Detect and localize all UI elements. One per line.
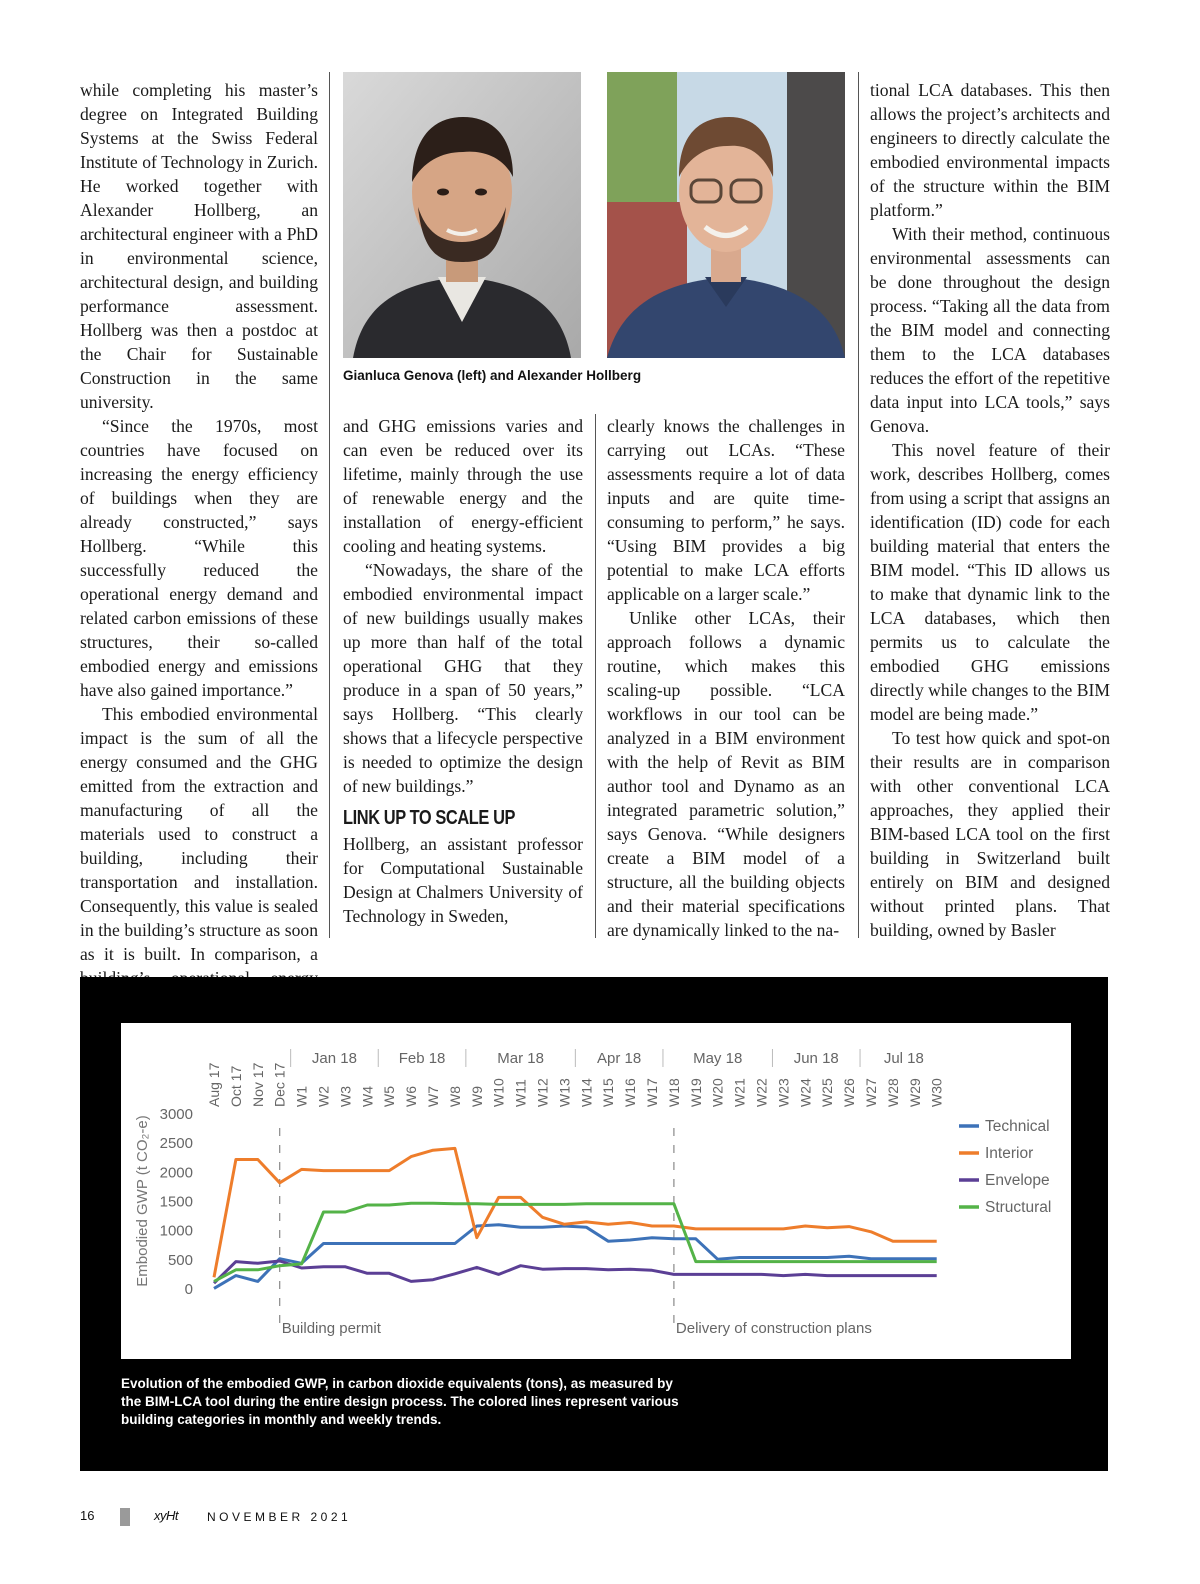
legend-label-interior: Interior	[985, 1145, 1034, 1162]
photo-caption: Gianluca Genova (left) and Alexander Hollberg	[343, 368, 642, 383]
y-axis-label: Embodied GWP (t CO₂-e)	[134, 1115, 151, 1287]
paragraph: “Since the 1970s, most countries have focused on increasing the energy efficiency of buildings when they are already constructed,” says Hollberg. “While this successfully reduced the operational energy demand and related carbon emissions of these structures, their so-called embodied energy and emissions have also gained importance.”	[80, 416, 318, 700]
y-tick-label: 1000	[159, 1222, 193, 1240]
paragraph: “Nowadays, the share of the embodied environmental impact of new buildings usually makes up more than half of the total operational GHG that they produce in a span of 50 years,” says Hollberg. “This clearly shows that a lifecycle perspective is needed to optimize the design of new buildings.”	[343, 560, 583, 796]
y-tick-label: 1500	[159, 1193, 193, 1211]
figure-caption: Evolution of the embodied GWP, in carbon dioxide equivalents (tons), as measured by the BIM-LCA tool during the entire design process. The colored lines represent various building categories in monthly and weekly trends.	[121, 1376, 679, 1427]
month-label: Jun 18	[793, 1050, 839, 1067]
photo-gianluca-genova	[343, 72, 581, 358]
x-tick-label: W8	[446, 1086, 463, 1107]
month-label: Feb 18	[398, 1050, 446, 1067]
x-tick-label: W25	[819, 1078, 836, 1107]
footer-marker	[120, 1508, 130, 1526]
x-tick-label: W13	[556, 1078, 573, 1107]
x-tick-label: W6	[403, 1086, 420, 1107]
x-tick-label: W29	[906, 1078, 923, 1107]
paragraph: Unlike other LCAs, their approach follows a dynamic routine, which makes this scaling-up possible. “LCA workflows in our tool can be analyzed in a BIM environment with the help of Revit as BIM author tool and Dynamo as an integrated parametric solution,” says Genova. “While designers create a BIM model of a structure, all the building objects and their material specifications are dynamically linked to the na-	[607, 608, 845, 940]
photo-alexander-hollberg	[607, 72, 845, 358]
paragraph: Hollberg, an assistant professor for Computational Sustainable Design at Chalmers University of Technology in Sweden,	[343, 834, 583, 926]
x-tick-label: W14	[578, 1078, 595, 1107]
series-line-technical	[214, 1225, 937, 1289]
legend-label-structural: Structural	[985, 1199, 1052, 1216]
magazine-name: xyHt	[154, 1508, 178, 1523]
article-column-1	[80, 78, 318, 1014]
x-tick-label: W5	[381, 1086, 398, 1107]
x-tick-label: W1	[293, 1086, 310, 1107]
x-tick-label: Nov 17	[249, 1062, 266, 1107]
x-tick-label: Oct 17	[227, 1065, 244, 1107]
x-tick-label: W4	[359, 1086, 376, 1107]
page-number: 16	[80, 1508, 95, 1523]
x-tick-label: W2	[315, 1086, 332, 1107]
month-label: Jan 18	[311, 1050, 357, 1067]
paragraph: This novel feature of their work, describes Hollberg, comes from using a script that assigns an identification (ID) code for each building material that enters the BIM model. “This ID allows us to make that dynamic link to the LCA databases, which then permits us to calculate the embodied GHG emissions directly while changes to the BIM model are being made.”	[870, 440, 1110, 724]
x-tick-label: Aug 17	[206, 1062, 222, 1107]
paragraph: This embodied environmental impact is the sum of all the energy consumed and the GHG emitted from the extraction and manufacturing of all the materials used to construct a building, including their transportation and installation. Consequently, this value is sealed in the building’s structure as soon as it is built. In comparison, a	[80, 704, 318, 964]
paragraph: clearly knows the challenges in carrying out LCAs. “These assessments require a lot of data inputs and are quite time-consuming to perform,” he says. “Using BIM provides a big potential to make LCA efforts applicable on a larger scale.”	[607, 416, 845, 604]
paragraph: To test how quick and spot-on their results are in comparison with other conventional LCA approaches, they applied their BIM-based LCA tool on the first building in Switzerland built entirely on BIM and designed without printed plans. That building, owned by Basler	[870, 728, 1110, 940]
paragraph: tional LCA databases. This then allows the project’s architects and engineers to directly calculate the embodied environmental impacts of the structure within the BIM platform.”	[870, 80, 1110, 220]
series-line-envelope	[214, 1261, 937, 1283]
y-tick-label: 500	[167, 1251, 193, 1269]
x-tick-label: W17	[644, 1078, 660, 1107]
x-tick-label: W3	[337, 1086, 354, 1107]
section-subhead: LINK UP TO SCALE UP	[343, 807, 516, 829]
month-label: May 18	[693, 1050, 743, 1067]
x-tick-label: W26	[841, 1078, 858, 1107]
article-column-3	[607, 414, 845, 942]
figure-box	[80, 977, 1108, 1471]
article-column-2	[343, 414, 583, 928]
gwp-chart-panel	[121, 1023, 1071, 1359]
y-tick-label: 3000	[159, 1106, 193, 1123]
x-tick-label: W12	[534, 1078, 551, 1107]
paragraph: With their method, continuous environmental assessments can be done throughout the design process. “Taking all the data from the BIM model and connecting them to the LCA databases reduces the effort of the repetitive data input into LCA tools,” says Genova.	[870, 224, 1110, 436]
issue-date: NOVEMBER 2021	[207, 1510, 352, 1524]
month-label: Apr 18	[597, 1050, 642, 1067]
paragraph: while completing his master’s degree on Integrated Building Systems at the Swiss Federal Institute of Technology in Zurich. He worked together with Alexander Hollberg, an architectural engineer with a PhD in environmental science, architectural design, and building performance assessment. Hollberg was then a postdoc at the Chair for Sustainable Construction in the same university.	[80, 80, 318, 412]
x-tick-label: W22	[753, 1078, 770, 1107]
legend-label-technical: Technical	[985, 1118, 1050, 1135]
x-tick-label: W10	[490, 1078, 507, 1107]
x-tick-label: W16	[622, 1078, 639, 1107]
x-tick-label: Dec 17	[271, 1062, 288, 1107]
x-tick-label: W20	[709, 1078, 726, 1107]
x-tick-label: W15	[600, 1078, 617, 1107]
gwp-line-chart	[121, 1023, 1071, 1359]
x-tick-label: W24	[797, 1078, 814, 1107]
column-divider	[858, 72, 859, 938]
y-tick-label: 0	[184, 1281, 193, 1298]
x-tick-label: W30	[928, 1078, 945, 1107]
x-tick-label: W7	[425, 1086, 441, 1107]
paragraph: and GHG emissions varies and can even be reduced over its lifetime, mainly through the use of renewable energy and the installation of energy-efficient cooling and heating systems.	[343, 416, 583, 556]
article-column-4	[870, 78, 1110, 942]
x-tick-label: W19	[687, 1078, 704, 1107]
month-label: Mar 18	[497, 1050, 544, 1067]
x-tick-label: W11	[512, 1079, 529, 1107]
month-label: Jul 18	[883, 1050, 924, 1067]
annotation-label: Delivery of construction plans	[675, 1320, 872, 1337]
column-divider	[329, 72, 330, 938]
y-tick-label: 2000	[159, 1164, 193, 1182]
annotation-label: Building permit	[281, 1320, 381, 1337]
y-tick-label: 2500	[159, 1135, 193, 1153]
x-tick-label: W18	[665, 1078, 682, 1107]
x-tick-label: W28	[884, 1078, 901, 1107]
legend-label-envelope: Envelope	[985, 1172, 1050, 1189]
column-divider	[595, 414, 596, 938]
x-tick-label: W23	[775, 1078, 792, 1107]
x-tick-label: W21	[731, 1078, 748, 1107]
x-tick-label: W27	[863, 1078, 879, 1107]
x-tick-label: W9	[468, 1086, 485, 1107]
